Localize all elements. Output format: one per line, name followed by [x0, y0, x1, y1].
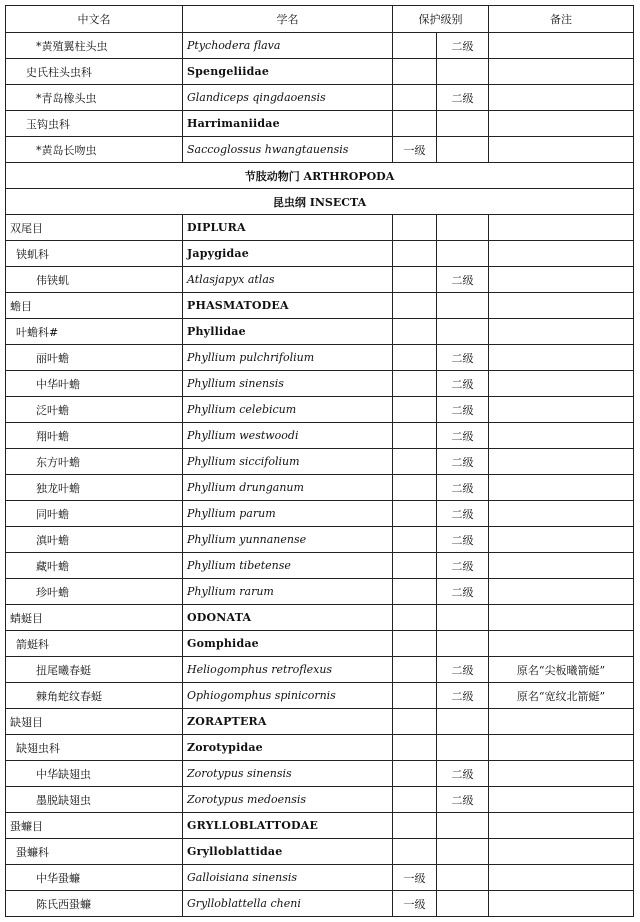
level-two-cell: 二级 [437, 371, 489, 397]
chinese-name-cell: 中华缺翅虫 [6, 761, 183, 787]
scientific-name-cell: Japygidae [183, 241, 393, 267]
chinese-name-cell: 墨脱缺翅虫 [6, 787, 183, 813]
scientific-name-cell: Heliogomphus retroflexus [183, 657, 393, 683]
level-one-cell [393, 423, 437, 449]
notes-cell [489, 267, 634, 293]
level-one-cell [393, 839, 437, 865]
level-one-cell [393, 605, 437, 631]
scientific-name-cell: Galloisiana sinensis [183, 865, 393, 891]
level-two-cell: 二级 [437, 553, 489, 579]
level-one-cell [393, 709, 437, 735]
level-one-cell [393, 293, 437, 319]
notes-cell [489, 319, 634, 345]
chinese-name-cell: 滇叶蟾 [6, 527, 183, 553]
notes-cell [489, 59, 634, 85]
family-row [6, 631, 634, 657]
level-one-cell: 一级 [393, 865, 437, 891]
notes-cell [489, 371, 634, 397]
scientific-name-cell: GRYLLOBLATTODAE [183, 813, 393, 839]
level-two-cell [437, 59, 489, 85]
level-one-cell [393, 371, 437, 397]
notes-cell [489, 397, 634, 423]
level-one-cell [393, 33, 437, 59]
scientific-name-cell: Zorotypus medoensis [183, 787, 393, 813]
notes-cell [489, 839, 634, 865]
notes-cell [489, 345, 634, 371]
species-row [6, 553, 634, 579]
level-two-cell: 二级 [437, 527, 489, 553]
notes-cell [489, 631, 634, 657]
level-one-cell [393, 85, 437, 111]
scientific-name-cell: Grylloblattidae [183, 839, 393, 865]
order-row [6, 813, 634, 839]
level-one-cell [393, 397, 437, 423]
species-row [6, 579, 634, 605]
level-one-cell [393, 657, 437, 683]
chinese-name-cell: 翔叶蟾 [6, 423, 183, 449]
level-one-cell [393, 735, 437, 761]
level-two-cell [437, 137, 489, 163]
order-row [6, 709, 634, 735]
level-two-cell: 二级 [437, 397, 489, 423]
species-row [6, 475, 634, 501]
level-one-cell [393, 813, 437, 839]
family-row [6, 59, 634, 85]
scientific-name-cell: Phyllium westwoodi [183, 423, 393, 449]
level-two-cell [437, 709, 489, 735]
species-row [6, 787, 634, 813]
level-two-cell [437, 813, 489, 839]
chinese-name-cell: 蛩蠊目 [6, 813, 183, 839]
notes-cell [489, 423, 634, 449]
species-row [6, 501, 634, 527]
scientific-name-cell: PHASMATODEA [183, 293, 393, 319]
section-title: 昆虫纲 INSECTA [6, 189, 634, 215]
scientific-name-cell: Harrimaniidae [183, 111, 393, 137]
scientific-name-cell: Phyllium drunganum [183, 475, 393, 501]
chinese-name-cell: *青岛橡头虫 [6, 85, 183, 111]
species-row [6, 527, 634, 553]
level-two-cell [437, 631, 489, 657]
family-row [6, 319, 634, 345]
notes-cell [489, 501, 634, 527]
chinese-name-cell: 蜻蜓目 [6, 605, 183, 631]
level-two-cell [437, 891, 489, 917]
scientific-name-cell: Phyllidae [183, 319, 393, 345]
order-row [6, 215, 634, 241]
species-row [6, 891, 634, 917]
species-row [6, 761, 634, 787]
notes-cell [489, 787, 634, 813]
species-table [5, 5, 634, 917]
notes-cell [489, 761, 634, 787]
level-one-cell: 一级 [393, 137, 437, 163]
family-row [6, 839, 634, 865]
notes-cell [489, 735, 634, 761]
scientific-name-cell: Gomphidae [183, 631, 393, 657]
notes-cell [489, 579, 634, 605]
level-two-cell: 二级 [437, 579, 489, 605]
species-row [6, 33, 634, 59]
level-one-cell [393, 475, 437, 501]
level-two-cell [437, 865, 489, 891]
level-two-cell [437, 735, 489, 761]
notes-cell [489, 813, 634, 839]
notes-cell [489, 449, 634, 475]
scientific-name-cell: Ophiogomphus spinicornis [183, 683, 393, 709]
scientific-name-cell: ZORAPTERA [183, 709, 393, 735]
notes-cell [489, 293, 634, 319]
scientific-name-cell: DIPLURA [183, 215, 393, 241]
notes-cell [489, 215, 634, 241]
chinese-name-cell: 同叶蟾 [6, 501, 183, 527]
scientific-name-cell: Saccoglossus hwangtauensis [183, 137, 393, 163]
scientific-name-cell: Zorotypidae [183, 735, 393, 761]
species-row [6, 371, 634, 397]
level-one-cell [393, 501, 437, 527]
species-row [6, 683, 634, 709]
level-one-cell [393, 527, 437, 553]
header-chinese-name: 中文名 [6, 6, 183, 33]
level-one-cell: 一级 [393, 891, 437, 917]
level-one-cell [393, 787, 437, 813]
species-row [6, 449, 634, 475]
chinese-name-cell: 缺翅虫科 [6, 735, 183, 761]
notes-cell [489, 241, 634, 267]
level-two-cell [437, 241, 489, 267]
level-one-cell [393, 215, 437, 241]
level-two-cell [437, 293, 489, 319]
level-one-cell [393, 631, 437, 657]
level-two-cell [437, 839, 489, 865]
notes-cell: 原名“宽纹北箭蜓” [489, 683, 634, 709]
level-two-cell: 二级 [437, 85, 489, 111]
order-row [6, 293, 634, 319]
chinese-name-cell: 丽叶蟾 [6, 345, 183, 371]
scientific-name-cell: Atlasjapyx atlas [183, 267, 393, 293]
scientific-name-cell: Grylloblattella cheni [183, 891, 393, 917]
notes-cell [489, 527, 634, 553]
chinese-name-cell: 铗虮科 [6, 241, 183, 267]
level-two-cell: 二级 [437, 683, 489, 709]
scientific-name-cell: Phyllium sinensis [183, 371, 393, 397]
notes-cell: 原名“尖板曦箭蜓” [489, 657, 634, 683]
level-two-cell: 二级 [437, 657, 489, 683]
species-row [6, 657, 634, 683]
chinese-name-cell: 玉钩虫科 [6, 111, 183, 137]
level-one-cell [393, 553, 437, 579]
notes-cell [489, 865, 634, 891]
level-two-cell [437, 111, 489, 137]
species-row [6, 137, 634, 163]
level-one-cell [393, 449, 437, 475]
level-two-cell: 二级 [437, 449, 489, 475]
chinese-name-cell: 缺翅目 [6, 709, 183, 735]
chinese-name-cell: 史氏柱头虫科 [6, 59, 183, 85]
level-one-cell [393, 761, 437, 787]
level-one-cell [393, 241, 437, 267]
section-title: 节肢动物门 ARTHROPODA [6, 163, 634, 189]
scientific-name-cell: Phyllium tibetense [183, 553, 393, 579]
scientific-name-cell: Phyllium siccifolium [183, 449, 393, 475]
scientific-name-cell: Spengeliidae [183, 59, 393, 85]
level-one-cell [393, 319, 437, 345]
species-row [6, 85, 634, 111]
chinese-name-cell: 蛩蠊科 [6, 839, 183, 865]
species-row [6, 397, 634, 423]
level-two-cell [437, 215, 489, 241]
chinese-name-cell: 珍叶蟾 [6, 579, 183, 605]
chinese-name-cell: 独龙叶蟾 [6, 475, 183, 501]
species-row [6, 267, 634, 293]
scientific-name-cell: Phyllium yunnanense [183, 527, 393, 553]
header-protection-level: 保护级别 [393, 6, 489, 33]
scientific-name-cell: Zorotypus sinensis [183, 761, 393, 787]
scientific-name-cell: ODONATA [183, 605, 393, 631]
header-scientific-name: 学名 [183, 6, 393, 33]
species-row [6, 345, 634, 371]
notes-cell [489, 553, 634, 579]
level-one-cell [393, 579, 437, 605]
scientific-name-cell: Phyllium celebicum [183, 397, 393, 423]
section-row [6, 189, 634, 215]
notes-cell [489, 137, 634, 163]
chinese-name-cell: 伟铗虮 [6, 267, 183, 293]
level-two-cell: 二级 [437, 33, 489, 59]
chinese-name-cell: 棘角蛇纹春蜓 [6, 683, 183, 709]
scientific-name-cell: Phyllium rarum [183, 579, 393, 605]
chinese-name-cell: *黄岛长吻虫 [6, 137, 183, 163]
chinese-name-cell: 藏叶蟾 [6, 553, 183, 579]
chinese-name-cell: 陈氏西蛩蠊 [6, 891, 183, 917]
notes-cell [489, 605, 634, 631]
header-notes: 备注 [489, 6, 634, 33]
level-two-cell: 二级 [437, 501, 489, 527]
level-one-cell [393, 345, 437, 371]
family-row [6, 735, 634, 761]
chinese-name-cell: 中华蛩蠊 [6, 865, 183, 891]
section-row [6, 163, 634, 189]
chinese-name-cell: 箭蜓科 [6, 631, 183, 657]
level-two-cell: 二级 [437, 267, 489, 293]
family-row [6, 241, 634, 267]
notes-cell [489, 85, 634, 111]
level-two-cell: 二级 [437, 761, 489, 787]
level-two-cell [437, 319, 489, 345]
header-row [6, 6, 634, 33]
notes-cell [489, 891, 634, 917]
species-row [6, 423, 634, 449]
species-row [6, 865, 634, 891]
chinese-name-cell: 双尾目 [6, 215, 183, 241]
scientific-name-cell: Phyllium parum [183, 501, 393, 527]
table-body [6, 33, 634, 917]
level-two-cell: 二级 [437, 345, 489, 371]
level-one-cell [393, 683, 437, 709]
level-two-cell: 二级 [437, 423, 489, 449]
notes-cell [489, 33, 634, 59]
notes-cell [489, 111, 634, 137]
level-one-cell [393, 59, 437, 85]
chinese-name-cell: 扭尾曦春蜓 [6, 657, 183, 683]
level-one-cell [393, 111, 437, 137]
level-one-cell [393, 267, 437, 293]
scientific-name-cell: Ptychodera flava [183, 33, 393, 59]
scientific-name-cell: Phyllium pulchrifolium [183, 345, 393, 371]
chinese-name-cell: 泛叶蟾 [6, 397, 183, 423]
chinese-name-cell: 中华叶蟾 [6, 371, 183, 397]
notes-cell [489, 475, 634, 501]
chinese-name-cell: 叶蟾科# [6, 319, 183, 345]
level-two-cell [437, 605, 489, 631]
chinese-name-cell: *黄殖翼柱头虫 [6, 33, 183, 59]
order-row [6, 605, 634, 631]
family-row [6, 111, 634, 137]
level-two-cell: 二级 [437, 787, 489, 813]
scientific-name-cell: Glandiceps qingdaoensis [183, 85, 393, 111]
chinese-name-cell: 东方叶蟾 [6, 449, 183, 475]
chinese-name-cell: 蟾目 [6, 293, 183, 319]
notes-cell [489, 709, 634, 735]
level-two-cell: 二级 [437, 475, 489, 501]
